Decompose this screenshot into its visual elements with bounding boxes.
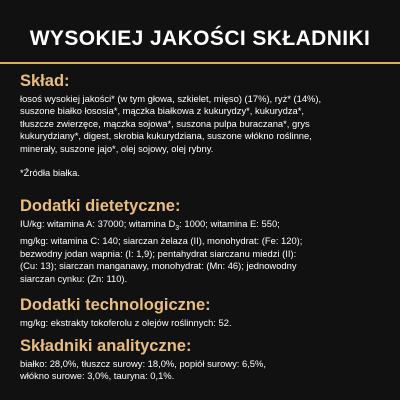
- additives-line: mg/kg: witamina C: 140; siarczan żelaza (II), monohydrat: (Fe: 120);: [20, 235, 303, 247]
- composition-section: [20, 72, 384, 179]
- additives-line: bezwodny jodan wapnia: (I: 1,9); pentahydrat siarczanu miedzi (II):: [20, 247, 297, 259]
- composition-heading: Skład:: [20, 72, 70, 90]
- additives-line: siarczan cynku: (Zn: 110).: [20, 272, 128, 284]
- analytical-line: włókno surowe: 3,0%, tauryna: 0,1%.: [20, 370, 175, 382]
- vitamins-iu-text-rest: : 1000; witamina E: 550;: [179, 218, 280, 229]
- nutritional-additives-heading: Dodatki dietetyczne:: [20, 197, 181, 215]
- composition-line: minerały, suszone jajo*, olej sojowy, olej rybny.: [20, 142, 214, 154]
- composition-line: kukurydziany*, digest, skrobia kukurydziana, suszone włókno roślinne,: [20, 130, 312, 142]
- composition-line: tłuszcze zwierzęce, mączka sojowa*, suszona pulpa buraczana*, grys: [20, 117, 310, 129]
- composition-line: suszone białko łososia*, mączka białkowa z kukurydzy*, kukurydza*,: [20, 105, 304, 117]
- additives-line: (Cu: 13); siarczan manganawy, monohydrat: (Mn: 46); jednowodny: [20, 260, 297, 272]
- analytical-constituents-section: [20, 337, 384, 383]
- analytical-constituents-heading: Składniki analityczne:: [20, 337, 192, 355]
- title-divider: [0, 62, 400, 64]
- technological-additives-heading: Dodatki technologiczne:: [20, 296, 211, 314]
- protein-source-footnote: *Źródła białka.: [20, 167, 80, 179]
- composition-line: łosoś wysokiej jakości* (w tym głowa, szkielet, mięso) (17%), ryż* (14%),: [20, 93, 322, 104]
- vitamins-iu-line: [20, 218, 384, 235]
- composition-text: [20, 93, 384, 179]
- technological-additives-section: [20, 296, 384, 329]
- nutritional-additives-section: [20, 197, 384, 285]
- technological-additives-text: [20, 317, 384, 329]
- page-title: WYSOKIEJ JAKOŚCI SKŁADNIKI: [29, 27, 371, 50]
- vitamin-d-subscript: 3: [175, 224, 180, 232]
- nutritional-additives-text: [20, 218, 384, 285]
- technological-additives-line: mg/kg: ekstrakty tokoferolu z olejów roślinnych: 52.: [20, 317, 232, 328]
- analytical-constituents-text: [20, 358, 384, 383]
- analytical-line: białko: 28,0%, tłuszcz surowy: 18,0%, popiół surowy: 6,5%,: [20, 358, 266, 369]
- vitamins-iu-text: IU/kg: witamina A: 37000; witamina D: [20, 218, 176, 229]
